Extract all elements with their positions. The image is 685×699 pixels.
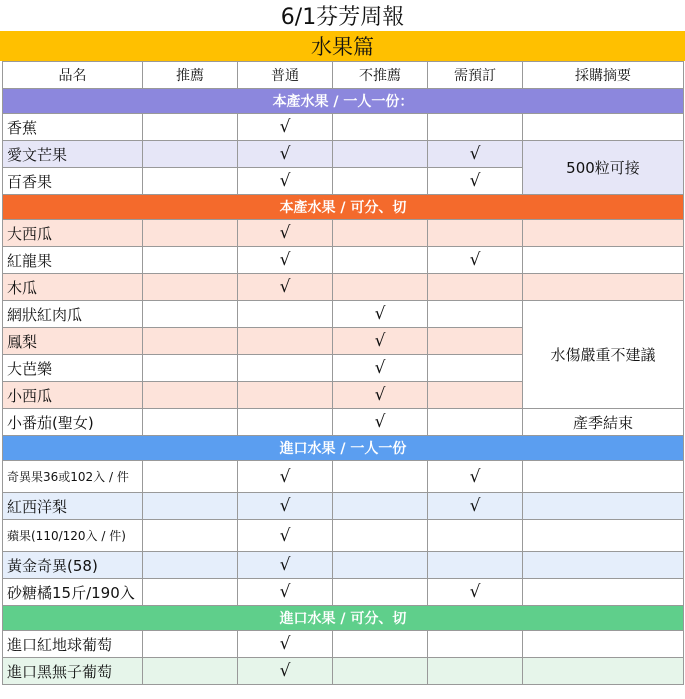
check-mark: √ — [428, 247, 523, 274]
check-mark: √ — [238, 274, 333, 301]
table-row — [3, 220, 684, 247]
header-not-recommend: 不推薦 — [333, 62, 428, 89]
fruit-name: 愛文芒果 — [3, 141, 143, 168]
check-mark: √ — [428, 461, 523, 493]
table-row — [3, 493, 684, 520]
check-mark: √ — [428, 141, 523, 168]
check-mark: √ — [238, 141, 333, 168]
fruit-name: 紅龍果 — [3, 247, 143, 274]
summary-note: 500粒可接 — [523, 141, 684, 195]
table-row — [3, 301, 684, 328]
header-recommend: 推薦 — [143, 62, 238, 89]
fruit-name: 小西瓜 — [3, 382, 143, 409]
check-mark: √ — [238, 552, 333, 579]
fruit-name: 紅西洋梨 — [3, 493, 143, 520]
fruit-name: 鳳梨 — [3, 328, 143, 355]
fruit-name: 小番茄(聖女) — [3, 409, 143, 436]
check-mark: √ — [238, 247, 333, 274]
table-row — [3, 114, 684, 141]
check-mark: √ — [238, 520, 333, 552]
summary-note: 水傷嚴重不建議 — [523, 301, 684, 409]
table-row — [3, 409, 684, 436]
table-row — [3, 579, 684, 606]
table-row — [3, 520, 684, 552]
table-row — [3, 461, 684, 493]
section-row — [3, 436, 684, 461]
table-row — [3, 552, 684, 579]
header-normal: 普通 — [238, 62, 333, 89]
check-mark: √ — [428, 168, 523, 195]
table-row — [3, 274, 684, 301]
section-label: 本產水果 / 一人一份： — [3, 89, 684, 114]
report-title: 6/1芬芳周報 — [0, 0, 685, 31]
header-name: 品名 — [3, 62, 143, 89]
check-mark: √ — [238, 461, 333, 493]
summary-note: 產季結束 — [523, 409, 684, 436]
fruit-name: 砂糖橘15斤/190入 — [3, 579, 143, 606]
fruit-name: 大芭樂 — [3, 355, 143, 382]
fruit-name: 大西瓜 — [3, 220, 143, 247]
section-row — [3, 606, 684, 631]
fruit-name: 進口黑無子葡萄 — [3, 658, 143, 685]
check-mark: √ — [238, 658, 333, 685]
fruit-table — [2, 61, 684, 685]
section-label: 進口水果 / 一人一份 — [3, 436, 684, 461]
check-mark: √ — [238, 220, 333, 247]
section-label: 進口水果 / 可分、切 — [3, 606, 684, 631]
fruit-name: 進口紅地球葡萄 — [3, 631, 143, 658]
check-mark: √ — [333, 355, 428, 382]
header-summary: 採購摘要 — [523, 62, 684, 89]
check-mark: √ — [333, 409, 428, 436]
table-row — [3, 247, 684, 274]
check-mark: √ — [238, 579, 333, 606]
table-row — [3, 141, 684, 168]
section-row — [3, 195, 684, 220]
table-row — [3, 658, 684, 685]
header-row — [3, 62, 684, 89]
check-mark: √ — [238, 631, 333, 658]
fruit-name: 黃金奇異(58) — [3, 552, 143, 579]
check-mark: √ — [333, 301, 428, 328]
header-preorder: 需預訂 — [428, 62, 523, 89]
fruit-name: 蘋果(110/120入 / 件) — [3, 520, 143, 552]
check-mark: √ — [238, 493, 333, 520]
check-mark: √ — [333, 328, 428, 355]
fruit-name: 網狀紅肉瓜 — [3, 301, 143, 328]
check-mark: √ — [428, 493, 523, 520]
section-label: 本產水果 / 可分、切 — [3, 195, 684, 220]
fruit-name: 奇異果36或102入 / 件 — [3, 461, 143, 493]
check-mark: √ — [333, 382, 428, 409]
check-mark: √ — [428, 579, 523, 606]
section-row — [3, 89, 684, 114]
fruit-name: 香蕉 — [3, 114, 143, 141]
table-row — [3, 631, 684, 658]
fruit-name: 木瓜 — [3, 274, 143, 301]
report-subtitle: 水果篇 — [0, 31, 685, 61]
fruit-name: 百香果 — [3, 168, 143, 195]
check-mark: √ — [238, 114, 333, 141]
check-mark: √ — [238, 168, 333, 195]
